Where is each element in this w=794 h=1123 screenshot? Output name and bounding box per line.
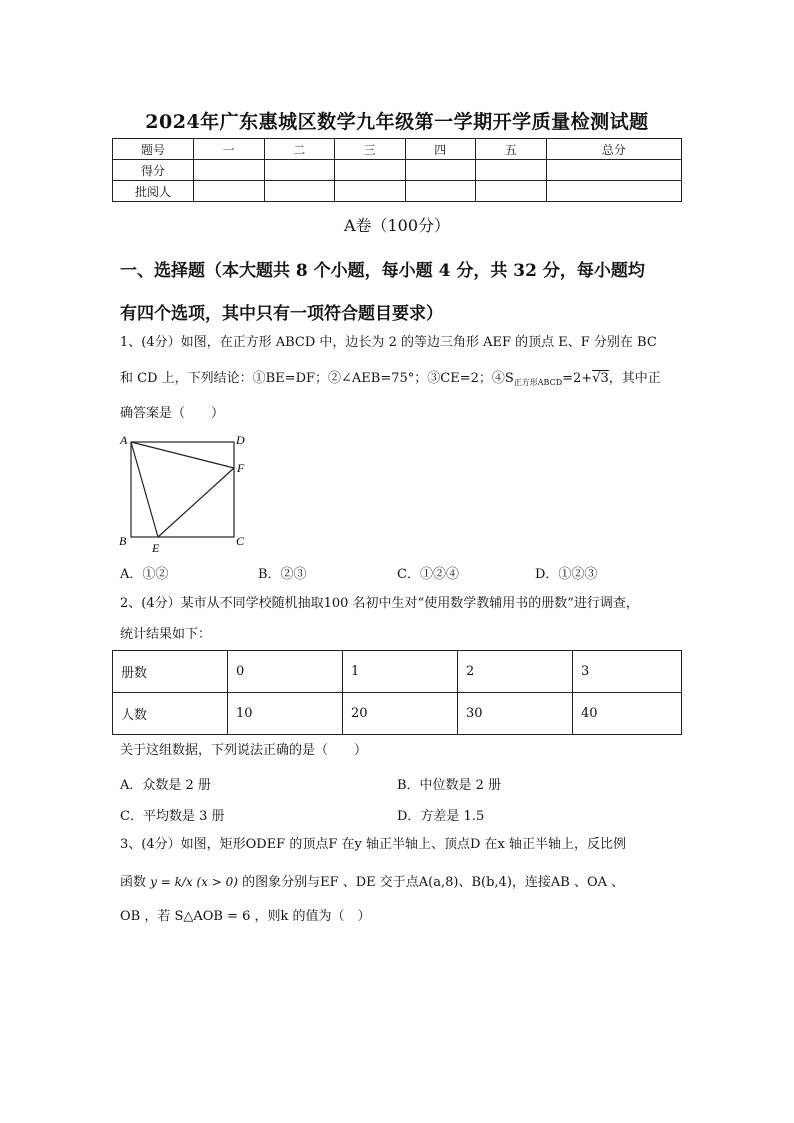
- segment-af: [131, 442, 234, 468]
- score-header-cell: 五: [476, 139, 547, 160]
- q3-line: OB ，若 S△AOB = 6 ，则k 的值为（ ）: [120, 909, 371, 924]
- q3-line: 3、(4分）如图，矩形ODEF 的顶点F 在y 轴正半轴上、顶点D 在x 轴正半轴上，反比例: [120, 837, 626, 852]
- score-cell[interactable]: [194, 160, 265, 181]
- score-cell[interactable]: [335, 181, 406, 202]
- table-cell: 10: [228, 693, 343, 735]
- score-table-row: [113, 181, 682, 202]
- volume-heading: A卷（100分）: [343, 216, 451, 235]
- table-row: [113, 693, 682, 735]
- q1-text: ，其中正: [608, 371, 661, 386]
- segment-ef: [158, 468, 234, 537]
- q2-option-a[interactable]: A．众数是 2 册: [120, 778, 211, 793]
- table-cell: 3: [573, 651, 682, 693]
- q2-line: 统计结果如下：: [120, 627, 212, 642]
- sqrt-radicand: 3: [600, 371, 609, 386]
- q1-option-d[interactable]: D．①②③: [535, 567, 598, 582]
- q2-question: 关于这组数据，下列说法正确的是（ ）: [120, 743, 368, 758]
- table-cell: 2: [458, 651, 573, 693]
- label-b: B: [119, 534, 127, 548]
- table-cell: 40: [573, 693, 682, 735]
- score-header-cell: 题号: [113, 139, 194, 160]
- square-abcd: [131, 442, 234, 537]
- q2-option-c[interactable]: C．平均数是 3 册: [120, 809, 225, 824]
- q1-subscript: 正方形ABCD: [513, 378, 563, 387]
- score-cell[interactable]: [264, 181, 335, 202]
- q1-line: [120, 369, 661, 393]
- q3-formula: y = k/x (x > 0): [150, 875, 238, 889]
- q2-stats-table: [112, 650, 682, 735]
- label-a: A: [120, 433, 128, 447]
- q1-line: 1、(4分）如图，在正方形 ABCD 中，边长为 2 的等边三角形 AEF 的顶点 E、F 分别在 BC: [120, 335, 657, 350]
- q1-line: 确答案是（ ）: [120, 406, 225, 421]
- label-d: D: [236, 433, 245, 447]
- sqrt-3: √3: [592, 371, 609, 386]
- table-row: [113, 651, 682, 693]
- score-cell[interactable]: [405, 160, 476, 181]
- score-table: [112, 138, 682, 202]
- score-cell[interactable]: [476, 160, 547, 181]
- table-cell: 册数: [113, 651, 228, 693]
- score-table-header-row: [113, 139, 682, 160]
- table-cell: 30: [458, 693, 573, 735]
- score-header-cell: 二: [264, 139, 335, 160]
- score-cell[interactable]: [264, 160, 335, 181]
- score-row-label: 得分: [113, 160, 194, 181]
- segment-ae: [131, 442, 158, 537]
- score-cell[interactable]: [194, 181, 265, 202]
- score-header-cell: 一: [194, 139, 265, 160]
- q1-option-b[interactable]: B．②③: [258, 567, 307, 582]
- q1-text: 和 CD 上，下列结论：①BE=DF；②∠AEB=75°；③CE=2；④S: [120, 371, 514, 386]
- table-cell: 人数: [113, 693, 228, 735]
- table-cell: 1: [343, 651, 458, 693]
- score-cell[interactable]: [546, 181, 682, 202]
- score-header-cell: 四: [405, 139, 476, 160]
- score-cell[interactable]: [335, 160, 406, 181]
- q2-option-d[interactable]: D．方差是 1.5: [397, 809, 485, 824]
- score-cell[interactable]: [405, 181, 476, 202]
- score-cell[interactable]: [546, 160, 682, 181]
- page-title: 2024年广东惠城区数学九年级第一学期开学质量检测试题: [145, 111, 649, 133]
- q2-option-b[interactable]: B．中位数是 2 册: [397, 778, 502, 793]
- score-row-label: 批阅人: [113, 181, 194, 202]
- score-cell[interactable]: [476, 181, 547, 202]
- q1-option-c[interactable]: C．①②④: [397, 567, 459, 582]
- q1-text: =2+: [562, 371, 593, 386]
- label-f: F: [237, 461, 245, 475]
- label-c: C: [236, 534, 245, 548]
- q3-text: 函数: [120, 875, 147, 890]
- section-heading-line: 一、选择题（本大题共 8 个小题，每小题 4 分，共 32 分，每小题均: [120, 261, 645, 281]
- score-header-cell: 总分: [546, 139, 682, 160]
- label-e: E: [152, 541, 160, 555]
- section-heading: [120, 250, 685, 336]
- section-heading-line: 有四个选项，其中只有一项符合题目要求）: [120, 304, 443, 324]
- table-cell: 0: [228, 651, 343, 693]
- score-header-cell: 三: [335, 139, 406, 160]
- score-table-row: [113, 160, 682, 181]
- q2-line: 2、(4分）某市从不同学校随机抽取100 名初中生对“使用数学教辅用书的册数”进行调查，: [120, 596, 639, 611]
- q3-line: [120, 872, 624, 893]
- q3-text: 的图象分别与EF 、DE 交于点A(a,8)、B(b,4)，连接AB 、OA 、: [242, 875, 625, 890]
- q1-square-figure: [115, 432, 255, 557]
- q1-option-a[interactable]: A．①②: [120, 567, 169, 582]
- table-cell: 20: [343, 693, 458, 735]
